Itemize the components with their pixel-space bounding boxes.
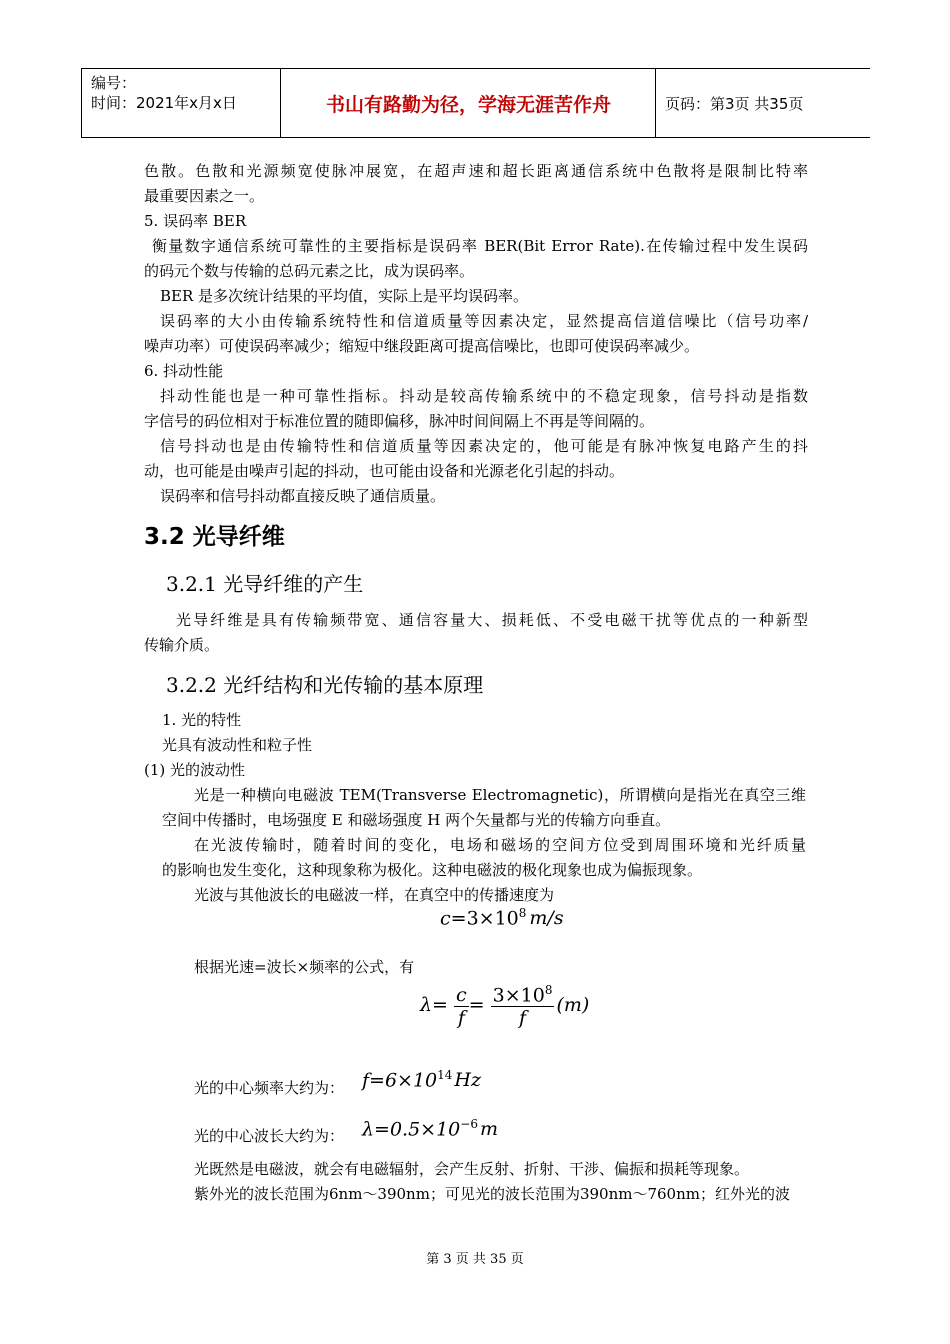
fraction-numerator: c	[456, 983, 467, 1006]
formula-text: f=6×10	[362, 1069, 438, 1092]
paragraph-line: 最重要因素之一。	[144, 187, 265, 205]
page-header	[81, 68, 870, 138]
paragraph-line: 传输介质。	[144, 636, 220, 654]
formula-center-wavelength	[362, 1117, 498, 1140]
formula-speed-of-light	[440, 906, 564, 929]
formula-unit: m	[479, 1118, 499, 1141]
paragraph-line: 根据光速=波长×频率的公式，有	[194, 958, 415, 976]
paragraph-line: 空间中传播时，电场强度 E 和磁场强度 H 两个矢量都与光的传输方向垂直。	[162, 811, 671, 829]
formula-symbol: λ=	[420, 994, 448, 1017]
paragraph-line: 噪声功率）可使误码率减少；缩短中继段距离可提高信噪比，也即可使误码率减少。	[144, 337, 700, 355]
document-date: 时间：2021年x月x日	[91, 94, 237, 112]
paragraph-line: 光波与其他波长的电磁波一样，在真空中的传播速度为	[194, 886, 555, 904]
document-number-label: 编号：	[91, 74, 137, 92]
paragraph-line: 色散。色散和光源频宽使脉冲展宽，在超声速和超长距离通信系统中色散将是限制比特率	[144, 162, 808, 180]
fraction-numerator	[491, 983, 555, 1007]
formula-text: 3×10	[492, 984, 545, 1007]
paragraph-line: 抖动性能也是一种可靠性指标。抖动是较高传输系统中的不稳定现象，信号抖动是指数	[160, 387, 808, 405]
formula-unit: m/s	[529, 907, 564, 930]
paragraph-line: 紫外光的波长范围为6nm～390nm；可见光的波长范围为390nm～760nm；红外光的波	[194, 1185, 790, 1203]
fraction-denominator: f	[457, 1006, 465, 1029]
header-meta	[91, 73, 237, 113]
paragraph-line: 光是一种横向电磁波 TEM(Transverse Electromagnetic)，所谓横向是指光在真空三维	[194, 786, 806, 804]
formula-exponent: −6	[460, 1117, 478, 1131]
paragraph-line: 光具有波动性和粒子性	[162, 736, 313, 754]
paragraph-line: BER 是多次统计结果的平均值，实际上是平均误码率。	[160, 287, 529, 305]
formula-fraction	[454, 984, 469, 1029]
paragraph-line: 字信号的码位相对于标准位置的随即偏移，脉冲时间间隔上不再是等间隔的。	[144, 412, 655, 430]
paragraph-line: 的影响也发生变化，这种现象称为极化。这种电磁波的极化现象也成为偏振现象。	[162, 861, 703, 879]
header-page-info: 页码：第3页 共35页	[665, 95, 804, 113]
paragraph-label: 光的中心频率大约为：	[194, 1079, 345, 1097]
formula-text: λ=0.5×10	[362, 1118, 461, 1141]
formula-unit: (m)	[556, 994, 590, 1017]
paragraph-line: 误码率和信号抖动都直接反映了通信质量。	[160, 487, 446, 505]
formula-exponent: 8	[544, 983, 553, 997]
heading-3-2-1: 3.2.1 光导纤维的产生	[166, 572, 364, 596]
paragraph-line: 动，也可能是由噪声引起的抖动，也可能由设备和光源老化引起的抖动。	[144, 462, 625, 480]
fraction-denominator: f	[519, 1007, 527, 1030]
section-title: 5. 误码率 BER	[144, 212, 247, 230]
header-motto: 书山有路勤为径，学海无涯苦作舟	[325, 93, 611, 116]
paragraph-line: 信号抖动也是由传输特性和信道质量等因素决定的，他可能是有脉冲恢复电路产生的抖	[160, 437, 808, 455]
formula-symbol: c	[440, 907, 451, 930]
paragraph-line: 光既然是电磁波，就会有电磁辐射，会产生反射、折射、干涉、偏振和损耗等现象。	[194, 1160, 750, 1178]
section-title: 6. 抖动性能	[144, 362, 224, 380]
formula-exponent: 14	[437, 1068, 453, 1082]
paragraph-line: 在光波传输时，随着时间的变化，电场和磁场的空间方位受到周围环境和光纤质量	[194, 836, 806, 854]
paragraph-line: 光导纤维是具有传输频带宽、通信容量大、损耗低、不受电磁干扰等优点的一种新型	[176, 611, 808, 629]
paragraph-line: 的码元个数与传输的总码元素之比，成为误码率。	[144, 262, 475, 280]
list-item: (1) 光的波动性	[144, 761, 246, 779]
paragraph-line: 衡量数字通信系统可靠性的主要指标是误码率 BER(Bit Error Rate).在传输过程中发生误码	[152, 237, 808, 255]
header-divider	[81, 69, 82, 137]
list-item: 1. 光的特性	[162, 711, 242, 729]
formula-frequency	[362, 1068, 481, 1091]
paragraph-line: 误码率的大小由传输系统特性和信道质量等因素决定，显然提高信道信噪比（信号功率/	[160, 312, 808, 330]
formula-fraction	[491, 983, 555, 1029]
formula-text: =3×10	[450, 907, 519, 930]
formula-text: =	[468, 994, 485, 1017]
paragraph-label: 光的中心波长大约为：	[194, 1127, 345, 1145]
formula-wavelength	[420, 983, 589, 1029]
formula-exponent: 8	[518, 906, 527, 920]
formula-unit: Hz	[454, 1069, 482, 1092]
heading-3-2-2: 3.2.2 光纤结构和光传输的基本原理	[166, 673, 484, 697]
heading-3-2: 3.2 光导纤维	[144, 524, 285, 550]
page-footer: 第 3 页 共 35 页	[426, 1252, 524, 1267]
